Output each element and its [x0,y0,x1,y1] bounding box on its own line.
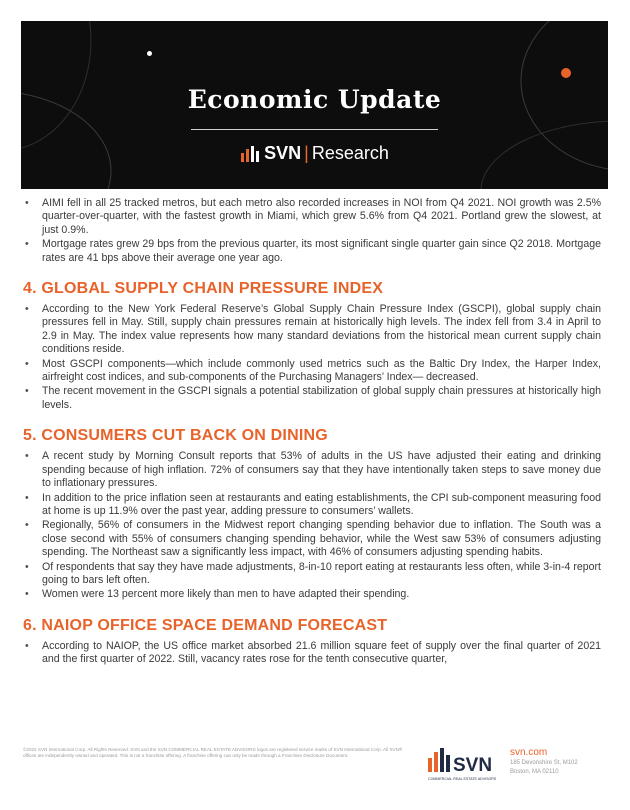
footer-address-line2: Boston, MA 02110 [510,768,559,775]
list-item: • AIMI fell in all 25 tracked metros, but each metro also recorded increases in NOI from Q4 2021. NOI growth was 2.5% quarter-over-quarter, with the fastest growth in Miami, which grew 5.6% from Q4 2021. Portland grew the slowest, at just 0.9%. [23,197,601,237]
orbit-dot-white [147,51,152,56]
list-item: • According to NAIOP, the US office market absorbed 21.6 million square feet of supply over the final quarter of 2021 and the first quarter of 2022. Still, vacancy rates rose for the tenth consecutive quarter, [23,640,601,667]
orbit-dot-orange [561,68,571,78]
list-item: • Regionally, 56% of consumers in the Midwest report changing spending behavior due to inflation. The South was a close second with 55% of consumers changing spending behavior, while the West saw 53% of consumers adjusting spending. The Northeast saw a significantly less impact, with 46% of consumers adjusting spending habits. [23,519,601,559]
footer-contact [510,747,578,776]
legal-disclaimer: ©2022 SVN International Corp. All Rights Reserved. SVN and the SVN COMMERCIAL REAL ESTATE ADVISORS logos are registered service marks of SVN International Corp. All SVN® offices are independently owned and operated. This is not a franchise offering. A franchise offering can only be made through a Franchise Disclosure Document. [23,747,403,759]
section-heading-dining: 5. CONSUMERS CUT BACK ON DINING [23,427,328,445]
list-item: • In addition to the price inflation seen at restaurants and eating establishments, the CPI sub-component measuring food at home is up 11.9% over the past year, adding pressure to consumers’ wallets. [23,492,601,519]
svn-footer-logo [426,744,496,784]
list-item: • Of respondents that say they have made adjustments, 8-in-10 report eating at restaurants less often, while 3-in-4 report going to bars left often. [23,561,601,588]
footer-address-line1: 185 Devonshire St, M102 [510,760,578,766]
list-item: • Women were 13 percent more likely than men to have adapted their spending. [23,588,601,601]
section-heading-supply-chain: 4. GLOBAL SUPPLY CHAIN PRESSURE INDEX [23,280,384,298]
intro-bullet-list [23,197,601,265]
list-item: • A recent study by Morning Consult reports that 53% of adults in the US have adjusted their eating and drinking spending because of high inflation. 72% of consumers say that they have intentionally taken steps to save money due to inflationary pressures. [23,450,601,490]
article-body [23,197,601,668]
logo-separator: | [304,143,309,163]
header-banner [21,21,608,189]
svn-logo-icon [240,145,262,163]
list-item: • Most GSCPI components—which include commonly used metrics such as the Baltic Dry Index, the Harper Index, airfreight cost indices, and sub-components of the Purchasing Managers’ Index— decreased. [23,358,601,385]
footer-website-link[interactable]: svn.com [510,747,548,758]
logo-research-text: Research [311,143,389,163]
list-item: • Mortgage rates grew 29 bps from the previous quarter, its most significant single quarter gain since Q2 2018. Mortgage rates are 41 bps above their average one year ago. [23,238,601,265]
naiop-bullet-list [23,640,601,667]
title-divider [191,129,438,130]
list-item: • The recent movement in the GSCPI signals a potential stabilization of global supply chain pressures at historically high levels. [23,385,601,412]
footer-logo-tagline: COMMERCIAL REAL ESTATE ADVISORS [428,777,496,781]
dining-bullet-list [23,450,601,601]
page-title: Economic Update [187,85,442,114]
footer-logo-svn: SVN [453,755,493,776]
supply-chain-bullet-list [23,303,601,412]
section-heading-naiop: 6. NAIOP OFFICE SPACE DEMAND FORECAST [23,616,388,634]
svn-research-logo [21,143,608,164]
logo-svn-text: SVN [264,143,302,163]
list-item: • According to the New York Federal Reserve’s Global Supply Chain Pressure Index (GSCPI), global supply chain pressures fell in May. Still, supply chain pressures remain at historically high levels. The index fell from 3.4 in April to 2.9 in May. The index value represents how many standard deviations from the historical mean current supply chain conditions reside. [23,303,601,357]
